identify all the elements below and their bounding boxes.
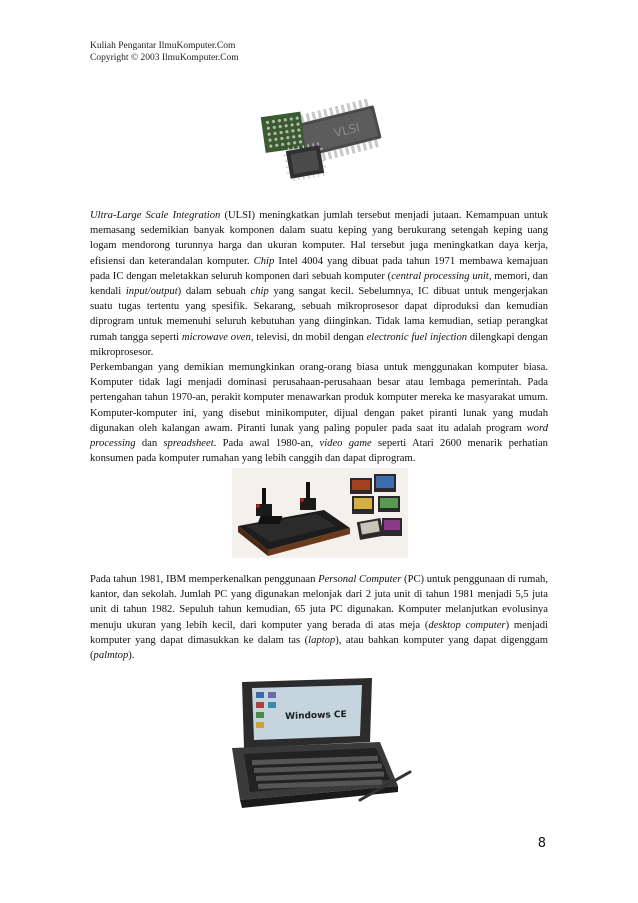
text-run: word processing	[90, 422, 548, 450]
text-run: central processing unit,	[391, 270, 492, 282]
text-run: memori, dan kendali	[90, 270, 548, 298]
text-run: ) dalam sebuah	[177, 286, 251, 298]
paragraph-ulsi	[90, 208, 548, 360]
text-run: yang sangat kecil. Sebelumnya, IC dibuat untuk mengerjakan suatu tugas tertentu yang spesifik. Sekarang, sebuah mikroprosesor dapat diproduksi dan kemudian diprogram untuk memenuhi seluruh kebutuhan yang diinginkan. Tidak lama kemudian, setiap perangkat rumah tangga seperti	[90, 286, 548, 343]
palmtop-image	[222, 676, 414, 814]
text-run: . Pada awal 1980-an,	[213, 438, 320, 450]
text-run: , televisi, dn mobil dengan	[250, 331, 367, 343]
page-header	[90, 40, 239, 64]
paragraph-ibm-pc	[90, 572, 548, 663]
text-run: ) menjadi komputer yang dapat dimasukkan ke dalam tas (	[90, 619, 549, 646]
text-run: palmtop	[93, 650, 129, 662]
text-run: laptop	[308, 634, 336, 646]
paragraph-personal-computing	[90, 360, 548, 466]
text-run: Personal Computer	[318, 574, 402, 585]
text-run: Pada tahun 1981, IBM memperkenalkan penggunaan	[90, 574, 319, 585]
text-run: ), atau bahkan komputer yang dapat digenggam (	[90, 634, 548, 662]
text-run: Intel 4004 yang dibuat pada tahun 1971 membawa kemajuan pada IC dengan meletakkan seluruh komponen dari sebuah komputer (	[90, 255, 548, 282]
text-run: video game	[319, 438, 372, 450]
header-copyright: Copyright © 2003 IlmuKomputer.Com	[90, 53, 239, 63]
text-run: dilengkapi dengan mikroprosesor.	[90, 331, 548, 358]
text-run: Perkembangan yang demikian memungkinkan orang-orang biasa untuk menggunakan komputer biasa. Komputer tidak lagi menjadi dominasi perusahaan-perusahaan besar atau lembaga pemerintah. Pada pertengahan tahun 1970-an, perakit komputer menawarkan produk komputer mereka ke masyarakat umum. Komputer-komputer ini, yang disebut minikomputer, dijual dengan paket piranti lunak yang mudah digunakan oleh kalangan awam. Piranti lunak yang paling populer pada saat itu adalah program	[90, 362, 548, 434]
atari-2600-image	[232, 468, 408, 558]
text-run: electronic fuel injection	[366, 331, 468, 343]
text-run: ).	[128, 650, 135, 662]
page-number: 8	[537, 836, 546, 851]
text-run: spreadsheet	[163, 438, 214, 450]
text-run: desktop computer	[428, 619, 506, 631]
text-run: Chip	[253, 255, 275, 267]
text-run: seperti Atari 2600 menarik perhatian konsumen pada komputer rumahan yang lebih canggih dan dapat diprogram.	[90, 438, 548, 465]
text-run: microwave oven	[181, 331, 251, 343]
header-course-title: Kuliah Pengantar IlmuKomputer.Com	[90, 41, 236, 51]
text-run: dan	[135, 438, 164, 450]
ic-chips-image	[255, 92, 385, 184]
text-run: Ultra-Large Scale Integration	[90, 210, 221, 221]
text-run: input/output	[125, 286, 178, 298]
windows-ce-screen-text: Windows CE	[284, 709, 347, 723]
text-run: chip	[250, 286, 269, 298]
text-run: (ULSI) meningkatkan jumlah tersebut menjadi jutaan. Kemampuan untuk memasang sedemikian banyak komponen dalam suatu keping yang berukurang setengah keping uang logam mendorong turunnya harga dan ukuran komputer. Hal tersebut juga meningkatkan daya kerja, efisiensi dan keterandalan komputer.	[90, 210, 548, 267]
chip-marking: VLSI	[332, 120, 362, 141]
text-run: (PC) untuk penggunaan di rumah, kantor, dan sekolah. Jumlah PC yang digunakan melonjak dari 2 juta unit di tahun 1981 menjadi 5,5 juta unit di tahun 1982. Sepuluh tahun kemudian, 65 juta PC digunakan. Komputer melanjutkan evolusinya menuju ukuran yang lebih kecil, dari komputer yang berada di atas meja (	[90, 574, 548, 631]
